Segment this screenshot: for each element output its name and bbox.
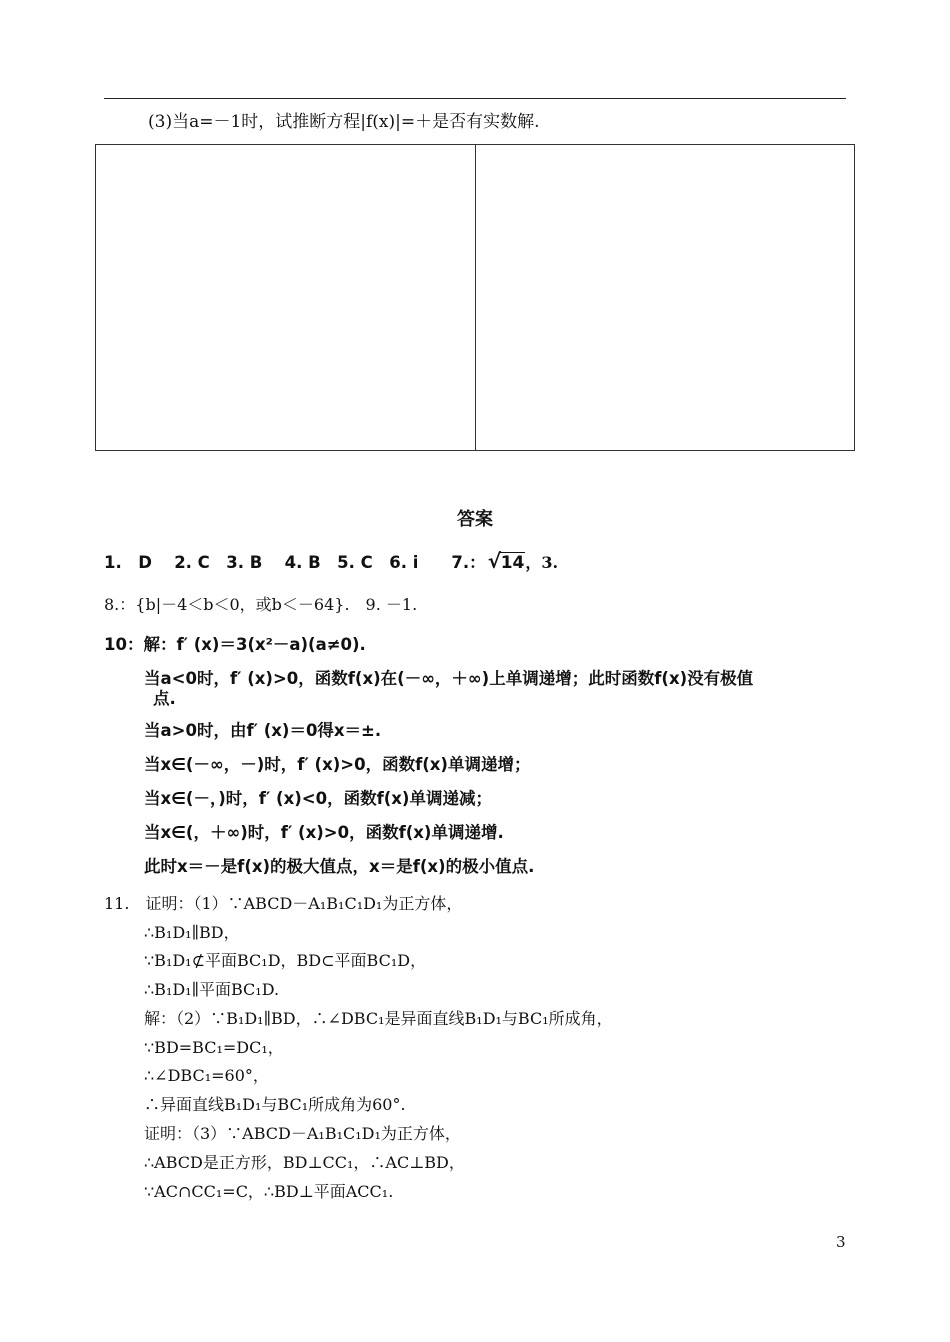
q10-line-7: 此时x＝－是f(x)的极大值点，x＝是f(x)的极小值点. [144, 857, 535, 876]
header-rule [104, 98, 846, 99]
q11-line-4: 解：（2）∵B₁D₁∥BD，∴∠DBC₁是异面直线B₁D₁与BC₁所成角， [144, 1009, 613, 1028]
page-number: 3 [836, 1233, 846, 1251]
answers-line-1 [104, 549, 558, 573]
sqrt-expression: √ 14 [487, 549, 525, 573]
q11-line-10: ∵AC∩CC₁=C，∴BD⊥平面ACC₁. [144, 1182, 394, 1201]
q10-line-3: 当a>0时，由f′ (x)＝0得x＝±. [144, 721, 382, 740]
sqrt-radicand: 14 [500, 553, 525, 573]
q11-line-8: 证明：（3）∵ABCD－A₁B₁C₁D₁为正方体， [144, 1124, 461, 1143]
q11-line-2: ∵B₁D₁⊄平面BC₁D，BD⊂平面BC₁D， [144, 951, 427, 970]
q11-line-3: ∴B₁D₁∥平面BC₁D. [144, 980, 280, 999]
answer-grid [95, 144, 855, 451]
q10-line-5: 当x∈(－，)时，f′ (x)<0，函数f(x)单调递减； [144, 789, 492, 808]
q11-line-0: 11. 证明：（1）∵ABCD－A₁B₁C₁D₁为正方体， [104, 894, 463, 913]
q11-line-6: ∴∠DBC₁=60°， [144, 1066, 269, 1085]
q11-line-1: ∴B₁D₁∥BD， [144, 923, 240, 942]
q10-line-6: 当x∈(，＋∞)时，f′ (x)>0，函数f(x)单调递增. [144, 823, 504, 842]
answers-title: 答案 [457, 509, 493, 530]
q10-line-4: 当x∈(－∞，－)时，f′ (x)>0，函数f(x)单调递增； [144, 755, 531, 774]
q11-line-9: ∴ABCD是正方形，BD⊥CC₁，∴AC⊥BD， [144, 1153, 465, 1172]
answer-7-tail: ，3. [525, 553, 559, 572]
answer-cell-left [96, 145, 475, 450]
answers-line-2: 8.：{b|－4＜b＜0，或b＜－64}. 9. －1. [104, 595, 418, 614]
answer-cell-right [475, 145, 855, 450]
q10-line-1: 当a<0时，f′ (x)>0，函数f(x)在(－∞，＋∞)上单调递增；此时函数f(x)没有极值 [144, 669, 754, 688]
q10-line-0: 10：解：f′ (x)＝3(x²－a)(a≠0). [104, 635, 366, 654]
q10-line-2: 点. [153, 689, 176, 708]
answers-1-to-7: 1. D 2. C 3. B 4. B 5. C 6. i 7.： [104, 553, 486, 572]
q11-line-5: ∵BD=BC₁=DC₁， [144, 1038, 284, 1057]
question-3: (3)当a=－1时，试推断方程|f(x)|=＋是否有实数解. [148, 112, 540, 132]
q11-line-7: ∴异面直线B₁D₁与BC₁所成角为60°. [144, 1095, 406, 1114]
